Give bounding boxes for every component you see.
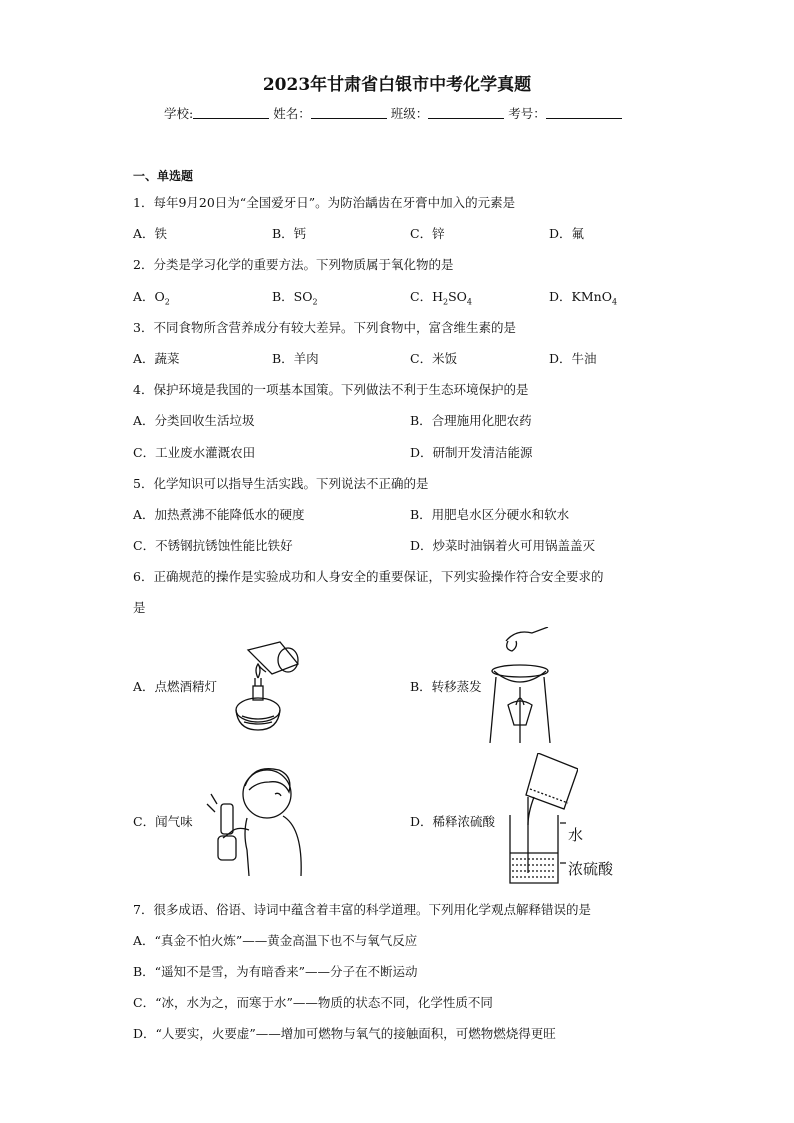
name-blank (311, 106, 387, 119)
number-blank (546, 106, 622, 119)
q5-option-c: C．不锈钢抗锈蚀性能比铁好 (133, 538, 293, 553)
q1-option-b: B．钙 (272, 226, 307, 241)
q2-option-c: C．$H_2SO_4$ (410, 289, 472, 307)
alcohol-lamp-illustration (228, 638, 308, 738)
q6-stem-line2: 是 (133, 600, 146, 615)
student-info-line (164, 104, 622, 122)
q7-option-c: C．“冰，水为之，而寒于水”——物质的状态不同，化学性质不同 (133, 995, 493, 1010)
q3-option-b: B．羊肉 (272, 351, 319, 366)
q7-option-a: A．“真金不怕火炼”——黄金高温下也不与氧气反应 (133, 933, 418, 948)
label-water: 水 (568, 826, 584, 844)
q2-option-b: B．$SO_2$ (272, 289, 318, 307)
class-label: 班级： (390, 106, 429, 121)
q2-option-d: D．KMnO$_4$ (549, 289, 618, 307)
smelling-gas-illustration (203, 758, 309, 878)
q5-option-d: D．炒菜时油锅着火可用锅盖盖灭 (410, 538, 596, 553)
q4-stem: 4．保护环境是我国的一项基本国策。下列做法不利于生态环境保护的是 (133, 382, 529, 397)
dilute-acid-illustration (498, 753, 578, 888)
q4-option-c: C．工业废水灌溉农田 (133, 445, 256, 460)
q3-option-c: C．米饭 (410, 351, 458, 366)
evaporating-dish-illustration (486, 627, 556, 745)
q3-option-a: A．蔬菜 (133, 351, 180, 366)
q1-stem: 1．每年9月20日为“全国爱牙日”。为防治龋齿在牙膏中加入的元素是 (133, 195, 516, 210)
q6-option-b: B．转移蒸发 (410, 679, 482, 694)
q6-option-c: C．闻气味 (133, 814, 193, 829)
section-heading: 一、单选题 (133, 169, 194, 183)
q2-option-a: A．$O_2$ (133, 289, 170, 307)
q5-option-b: B．用肥皂水区分硬水和软水 (410, 507, 570, 522)
class-blank (428, 106, 504, 119)
q7-stem: 7．很多成语、俗语、诗词中蕴含着丰富的科学道理。下列用化学观点解释错误的是 (133, 902, 591, 917)
q7-option-b: B．“遥知不是雪，为有暗香来”——分子在不断运动 (133, 964, 418, 979)
q5-option-a: A．加热煮沸不能降低水的硬度 (133, 507, 305, 522)
q4-option-d: D．研制开发清洁能源 (410, 445, 533, 460)
name-label: 姓名： (273, 106, 311, 121)
q2-stem: 2．分类是学习化学的重要方法。下列物质属于氧化物的是 (133, 257, 454, 272)
q1-option-d: D．氟 (549, 226, 585, 241)
q6-option-a: A．点燃酒精灯 (133, 679, 218, 694)
q6-option-d: D．稀释浓硫酸 (410, 814, 496, 829)
q1-option-a: A．铁 (133, 226, 168, 241)
school-blank (193, 106, 269, 119)
q5-stem: 5．化学知识可以指导生活实践。下列说法不正确的是 (133, 476, 429, 491)
number-label: 考号： (508, 106, 546, 121)
q7-option-d: D．“人要实，火要虚”——增加可燃物与氧气的接触面积，可燃物燃烧得更旺 (133, 1026, 556, 1041)
school-label: 学校: (164, 106, 194, 121)
q4-option-a: A．分类回收生活垃圾 (133, 413, 255, 428)
q3-stem: 3．不同食物所含营养成分有较大差异。下列食物中，富含维生素的是 (133, 320, 516, 335)
q6-stem-line1: 6．正确规范的操作是实验成功和人身安全的重要保证，下列实验操作符合安全要求的 (133, 569, 604, 584)
page-title: 2023年甘肃省白银市中考化学真题 (262, 75, 532, 95)
q4-option-b: B．合理施用化肥农药 (410, 413, 532, 428)
q1-option-c: C．锌 (410, 226, 445, 241)
q3-option-d: D．牛油 (549, 351, 597, 366)
label-concentrated-acid: 浓硫酸 (568, 860, 614, 878)
